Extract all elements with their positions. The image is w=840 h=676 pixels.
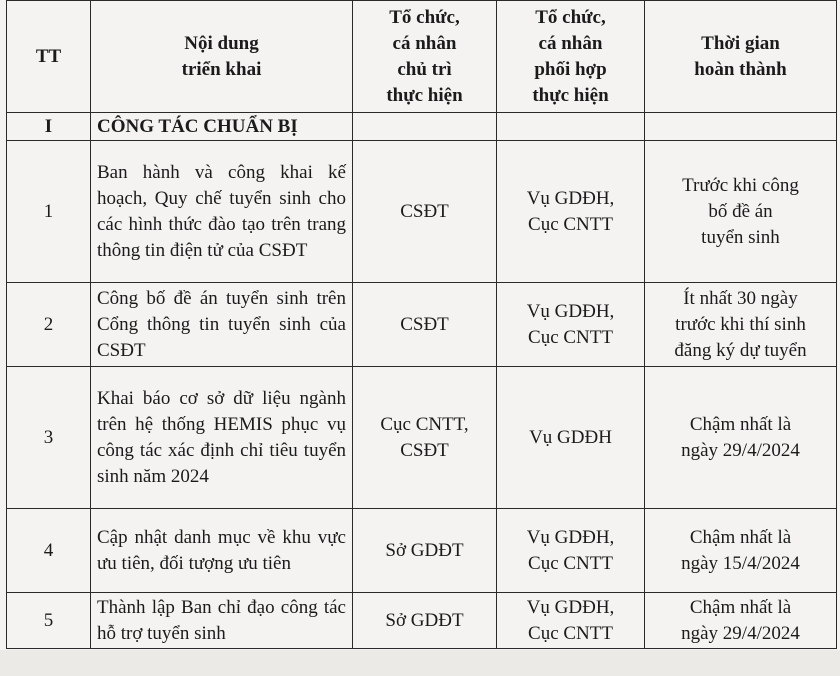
row-deadline: Chậm nhất là ngày 15/4/2024 xyxy=(645,509,837,593)
row-lead: CSĐT xyxy=(353,283,497,367)
row-coop: Vụ GDĐH, Cục CNTT xyxy=(497,283,645,367)
row-lead: Sở GDĐT xyxy=(353,509,497,593)
section-empty-cell xyxy=(497,113,645,141)
section-number: I xyxy=(7,113,91,141)
header-coop: Tổ chức, cá nhân phối hợp thực hiện xyxy=(497,1,645,113)
section-empty-cell xyxy=(353,113,497,141)
row-number: 5 xyxy=(7,593,91,649)
row-content: Thành lập Ban chỉ đạo công tác hỗ trợ tuyển sinh xyxy=(91,593,353,649)
table-header-row xyxy=(7,1,837,113)
row-coop: Vụ GDĐH, Cục CNTT xyxy=(497,593,645,649)
row-coop: Vụ GDĐH, Cục CNTT xyxy=(497,509,645,593)
admission-plan-table xyxy=(6,0,837,649)
row-coop: Vụ GDĐH xyxy=(497,367,645,509)
row-content: Khai báo cơ sở dữ liệu ngành trên hệ thống HEMIS phục vụ công tác xác định chỉ tiêu tuyển sinh năm 2024 xyxy=(91,367,353,509)
page-bottom-margin xyxy=(0,650,840,676)
row-content: Công bố đề án tuyển sinh trên Cổng thông tin tuyển sinh của CSĐT xyxy=(91,283,353,367)
header-deadline: Thời gian hoàn thành xyxy=(645,1,837,113)
section-empty-cell xyxy=(645,113,837,141)
row-number: 1 xyxy=(7,141,91,283)
row-lead: Cục CNTT, CSĐT xyxy=(353,367,497,509)
table-row xyxy=(7,509,837,593)
section-row xyxy=(7,113,837,141)
header-content: Nội dung triển khai xyxy=(91,1,353,113)
header-tt: TT xyxy=(7,1,91,113)
row-number: 3 xyxy=(7,367,91,509)
row-deadline: Ít nhất 30 ngày trước khi thí sinh đăng ký dự tuyển xyxy=(645,283,837,367)
row-lead: CSĐT xyxy=(353,141,497,283)
table-row xyxy=(7,593,837,649)
row-deadline: Trước khi công bố đề án tuyển sinh xyxy=(645,141,837,283)
section-title: CÔNG TÁC CHUẨN BỊ xyxy=(91,113,353,141)
header-lead: Tổ chức, cá nhân chủ trì thực hiện xyxy=(353,1,497,113)
row-deadline: Chậm nhất là ngày 29/4/2024 xyxy=(645,593,837,649)
row-content: Cập nhật danh mục về khu vực ưu tiên, đối tượng ưu tiên xyxy=(91,509,353,593)
row-lead: Sở GDĐT xyxy=(353,593,497,649)
row-deadline: Chậm nhất là ngày 29/4/2024 xyxy=(645,367,837,509)
row-coop: Vụ GDĐH, Cục CNTT xyxy=(497,141,645,283)
row-number: 2 xyxy=(7,283,91,367)
row-content: Ban hành và công khai kế hoạch, Quy chế tuyển sinh cho các hình thức đào tạo trên trang thông tin điện tử của CSĐT xyxy=(91,141,353,283)
table-row xyxy=(7,367,837,509)
table-row xyxy=(7,283,837,367)
table-row xyxy=(7,141,837,283)
row-number: 4 xyxy=(7,509,91,593)
